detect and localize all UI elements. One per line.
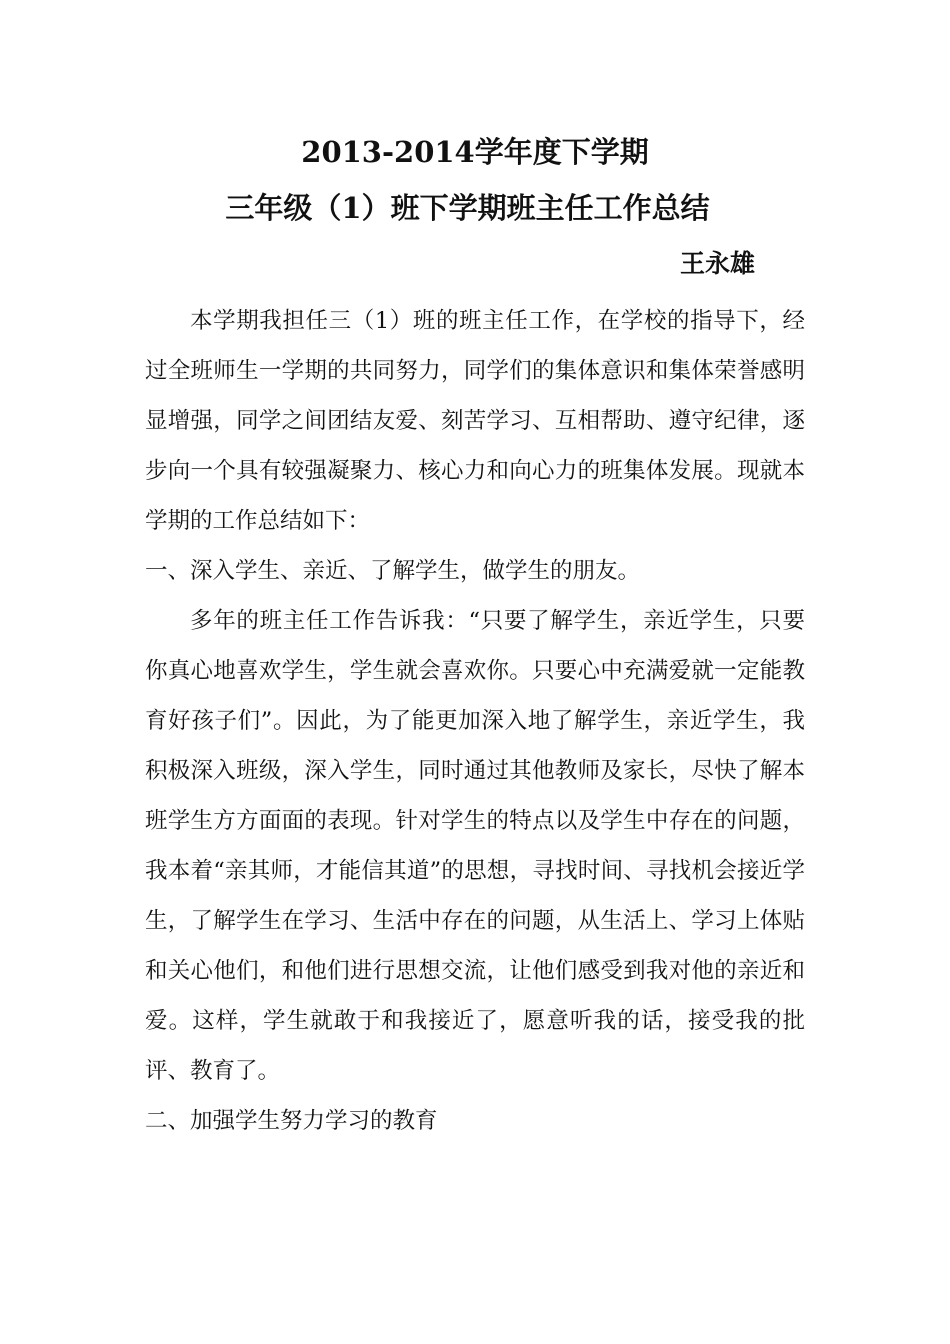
paragraph-section-1: 多年的班主任工作告诉我：“只要了解学生，亲近学生，只要你真心地喜欢学生，学生就会喜欢你。只要心中充满爱就一定能教育好孩子们”。因此，为了能更加深入地了解学生，亲近学生，我积极深入班级，深入学生，同时通过其他教师及家长，尽快了解本班学生方方面面的表现。针对学生的特点以及学生中存在的问题，我本着“亲其师，才能信其道”的思想，寻找时间、寻找机会接近学生，了解学生在学习、生活中存在的问题，从生活上、学习上体贴和关心他们，和他们进行思想交流，让他们感受到我对他的亲近和爱。这样，学生就敢于和我接近了，愿意听我的话，接受我的批评、教育了。 bbox=[145, 608, 805, 1084]
paragraph-intro: 本学期我担任三（1）班的班主任工作，在学校的指导下，经过全班师生一学期的共同努力，同学们的集体意识和集体荣誉感明显增强，同学之间团结友爱、刻苦学习、互相帮助、遵守纪律，逐步向一个具有较强凝聚力、核心力和向心力的班集体发展。现就本学期的工作总结如下： bbox=[145, 308, 805, 534]
document-author: 王永雄 bbox=[680, 249, 756, 278]
document-title-year: 2013-2014学年度下学期 bbox=[301, 135, 649, 169]
document-body bbox=[145, 296, 805, 1146]
section-heading-1: 一、深入学生、亲近、了解学生，做学生的朋友。 bbox=[145, 558, 641, 584]
section-heading-2: 二、加强学生努力学习的教育 bbox=[145, 1108, 438, 1134]
document-title-main: 三年级（1）班下学期班主任工作总结 bbox=[225, 191, 710, 225]
